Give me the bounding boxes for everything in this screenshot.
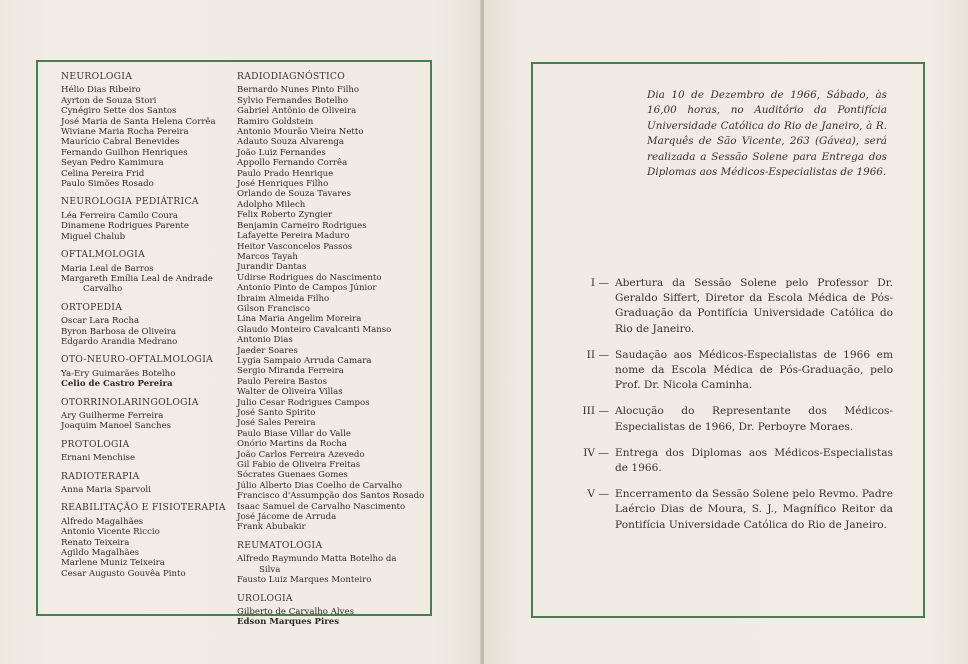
doctor-name: Byron Barbosa de Oliveira	[61, 326, 176, 337]
doctor-name: Fernando Guilhon Henriques	[61, 147, 188, 158]
specialty-section	[61, 303, 239, 348]
specialty-section	[237, 71, 425, 533]
doctor-name: Appollo Fernando Corrêa	[237, 158, 348, 169]
doctor-name: Gilberto de Carvalho Alves	[237, 606, 355, 617]
program-item-text: Alocução do Representante dos Médicos-Especialistas de 1966, Dr. Perboyre Moraes.	[615, 405, 893, 433]
doctor-name: Lafayette Pereira Maduro	[237, 231, 350, 242]
doctor-name: Léa Ferreira Camilo Coura	[61, 210, 179, 221]
specialty-column-2	[237, 71, 425, 636]
left-page-frame	[36, 60, 432, 628]
program-item-text: Abertura da Sessão Solene pelo Professor Dr. Geraldo Siffert, Diretor da Escola Médica de Pós-Graduação da Pontifícia Universidade Católica do Rio de Janeiro.	[615, 277, 893, 335]
doctor-name: Ernani Menchise	[61, 453, 136, 464]
doctor-name: Cynégiro Sette dos Santos	[61, 106, 177, 117]
program-item-number: IV —	[583, 446, 609, 459]
doctor-name: Fausto Luiz Marques Monteiro	[237, 575, 372, 586]
doctor-name: Frank Abubakir	[237, 522, 306, 533]
ceremony-intro: Dia 10 de Dezembro de 1966, Sábado, às 16,00 horas, no Auditório da Pontifícia Universidade Católica do Rio de Janeiro, à R. Marquês de São Vicente, 263 (Gávea), será realizada a Sessão Solene para Entrega dos Diplomas aos Médicos-Especialistas de 1966.	[647, 89, 887, 179]
doctor-name: Oscar Lara Rocha	[61, 316, 140, 327]
doctor-name: Gil Fabio de Oliveira Freitas	[237, 460, 361, 471]
doctor-name: Marcos Tayah	[237, 251, 298, 262]
program-item-text: Encerramento da Sessão Solene pelo Revmo. Padre Laércio Dias de Moura, S. J., Magnífico Reitor da Pontifícia Universidade Católica do Rio de Janeiro.	[615, 488, 893, 531]
doctor-name: Ya-Ery Guimarães Botelho	[61, 368, 176, 379]
specialty-section	[237, 594, 417, 628]
doctor-name: Isaac Samuel de Carvalho Nascimento	[237, 501, 406, 512]
doctor-name: Seyan Pedro Kamimura	[61, 158, 164, 169]
doctor-name: José Sales Pereira	[237, 418, 316, 429]
doctor-name: Miguel Chalub	[61, 231, 126, 242]
doctor-name: Adauto Souza Alvarenga	[237, 137, 344, 148]
doctor-name: Bernardo Nunes Pinto Filho	[237, 85, 360, 96]
doctor-name: Gabriel Antônio de Oliveira	[237, 106, 357, 117]
doctor-name: Walter de Oliveira Villas	[237, 387, 343, 398]
right-page	[484, 0, 968, 664]
doctor-name: José Maria de Santa Helena Corrêa	[61, 116, 216, 127]
doctor-name: Wiviane Maria Rocha Pereira	[61, 127, 189, 138]
doctor-name: Celio de Castro Pereira	[61, 379, 173, 390]
doctor-name: Renato Teixeira	[61, 537, 130, 548]
doctor-name: Júlio Alberto Dias Coelho de Carvalho	[237, 480, 402, 491]
specialty-column-1	[61, 72, 239, 587]
program-item	[553, 404, 893, 434]
specialty-title: UROLOGIA	[237, 592, 293, 604]
doctor-name: Adolpho Milech	[237, 199, 306, 210]
program-item	[553, 487, 893, 533]
specialty-section	[61, 72, 239, 189]
program-item	[553, 276, 893, 337]
specialty-section	[61, 503, 239, 579]
specialty-title: OFTALMOLOGIA	[61, 249, 146, 261]
doctor-name: Jurandir Dantas	[237, 262, 307, 273]
specialty-section	[61, 355, 239, 389]
doctor-name: Celina Pereira Frid	[61, 168, 145, 179]
doctor-name: Ibraim Almeida Filho	[237, 293, 330, 304]
doctor-name: Ary Guilherme Ferreira	[61, 410, 164, 421]
specialty-title: RADIOTERAPIA	[61, 470, 140, 482]
doctor-name: João Luiz Fernandes	[237, 147, 326, 158]
program-item-text: Saudação aos Médicos-Especialistas de 1966 em nome da Escola Médica de Pós-Graduação, pelo Prof. Dr. Nicola Caminha.	[615, 348, 893, 392]
doctor-name: Paulo Prado Henrique	[237, 168, 334, 179]
specialty-title: REUMATOLOGIA	[237, 539, 323, 551]
doctor-name: Antonio Mourão Vieira Netto	[237, 127, 364, 138]
doctor-name: José Henriques Filho	[237, 179, 329, 190]
doctor-name: Gilson Francisco	[237, 303, 310, 314]
doctor-name: Silva	[259, 564, 281, 575]
doctor-name: Antonio Pinto de Campos Júnior	[237, 283, 377, 294]
specialty-section	[61, 440, 239, 464]
doctor-name: Antonio Dias	[237, 335, 293, 346]
doctor-name: Sócrates Guenaes Gomes	[237, 470, 348, 481]
doctor-name: Edson Marques Pires	[237, 617, 340, 628]
specialty-section	[237, 541, 417, 586]
specialty-title: ORTOPEDIA	[61, 301, 123, 313]
specialty-title: PROTOLOGIA	[61, 438, 130, 450]
doctor-name: Joaquim Manoel Sanches	[61, 421, 171, 432]
program-item-number: V —	[587, 488, 609, 501]
left-page	[0, 0, 482, 664]
doctor-name: José Santo Spirito	[237, 408, 316, 418]
specialty-title: NEUROLOGIA	[61, 71, 133, 82]
doctor-name: Sergio Miranda Ferreira	[237, 366, 344, 377]
right-page-frame	[531, 62, 925, 618]
doctor-name: Dinamene Rodrigues Parente	[61, 221, 189, 232]
doctor-name: Alfredo Raymundo Matta Botelho da	[237, 554, 397, 565]
program-item	[553, 348, 893, 394]
doctor-name: Jaeder Soares	[237, 345, 298, 356]
doctor-name: Felix Roberto Zyngier	[237, 210, 333, 221]
program-item-number: III —	[582, 405, 609, 418]
program-item-number: II —	[586, 348, 609, 361]
specialty-title: NEUROLOGIA PEDIÁTRICA	[61, 196, 199, 208]
program-item	[553, 446, 893, 476]
program-list	[553, 276, 893, 544]
specialty-title: OTORRINOLARINGOLOGIA	[61, 396, 199, 408]
doctor-name: Ramiro Goldstein	[237, 116, 314, 127]
doctor-name: Paulo Simões Rosado	[61, 179, 154, 190]
doctor-name: Orlando de Souza Tavares	[237, 189, 352, 200]
doctor-name: José Jácome de Arruda	[237, 512, 337, 523]
specialty-title: OTO-NEURO-OFTALMOLOGIA	[61, 354, 214, 366]
doctor-name: Benjamin Carneiro Rodrigues	[237, 220, 367, 231]
doctor-name: Paulo Biase Villar do Valle	[237, 428, 351, 439]
doctor-name: Alfredo Magalhães	[61, 516, 144, 527]
doctor-name: João Carlos Ferreira Azevedo	[237, 449, 365, 460]
doctor-name: Carvalho	[83, 284, 123, 295]
doctor-name: Heitor Vasconcelos Passos	[237, 241, 353, 252]
specialty-section	[61, 472, 239, 496]
program-item-number: I —	[590, 277, 609, 289]
doctor-name: Margareth Emília Leal de Andrade	[61, 273, 213, 284]
doctor-name: Onório Martins da Rocha	[237, 439, 347, 450]
specialty-section	[61, 197, 239, 242]
doctor-name: Glaudo Monteiro Cavalcanti Manso	[237, 324, 392, 335]
doctor-name: Ayrton de Souza Stori	[61, 95, 157, 106]
program-item-text: Entrega dos Diplomas aos Médicos-Especialistas de 1966.	[615, 446, 893, 475]
doctor-name: Anna Maria Sparvoli	[61, 485, 151, 495]
doctor-name: Agildo Magalhães	[61, 548, 140, 559]
doctor-name: Cesar Augusto Gouvêa Pinto	[61, 568, 186, 579]
specialty-title: RADIODIAGNÓSTICO	[237, 71, 346, 82]
specialty-title: REABILITAÇÃO E FISIOTERAPIA	[61, 502, 226, 514]
doctor-name: Udirse Rodrigues do Nascimento	[237, 272, 382, 283]
doctor-name: Lygia Sampaio Arruda Camara	[237, 355, 372, 366]
doctor-name: Maria Leal de Barros	[61, 263, 154, 274]
specialty-section	[61, 398, 239, 432]
doctor-name: Hélio Dias Ribeiro	[61, 85, 141, 96]
doctor-name: Paulo Pereira Bastos	[237, 376, 327, 387]
doctor-name: Marlene Muniz Teixeira	[61, 558, 165, 569]
specialty-section	[61, 250, 239, 295]
doctor-name: Edgardo Arandia Medrano	[61, 336, 178, 347]
doctor-name: Lina Maria Angelim Moreira	[237, 314, 362, 325]
doctor-name: Sylvio Fernandes Botelho	[237, 95, 349, 106]
doctor-name: Maurício Cabral Benevides	[61, 137, 180, 148]
doctor-name: Francisco d'Assumpção dos Santos Rosado	[237, 491, 425, 502]
doctor-name: Julio Cesar Rodrigues Campos	[237, 397, 370, 408]
doctor-name: Antonio Vicente Riccio	[61, 527, 160, 538]
